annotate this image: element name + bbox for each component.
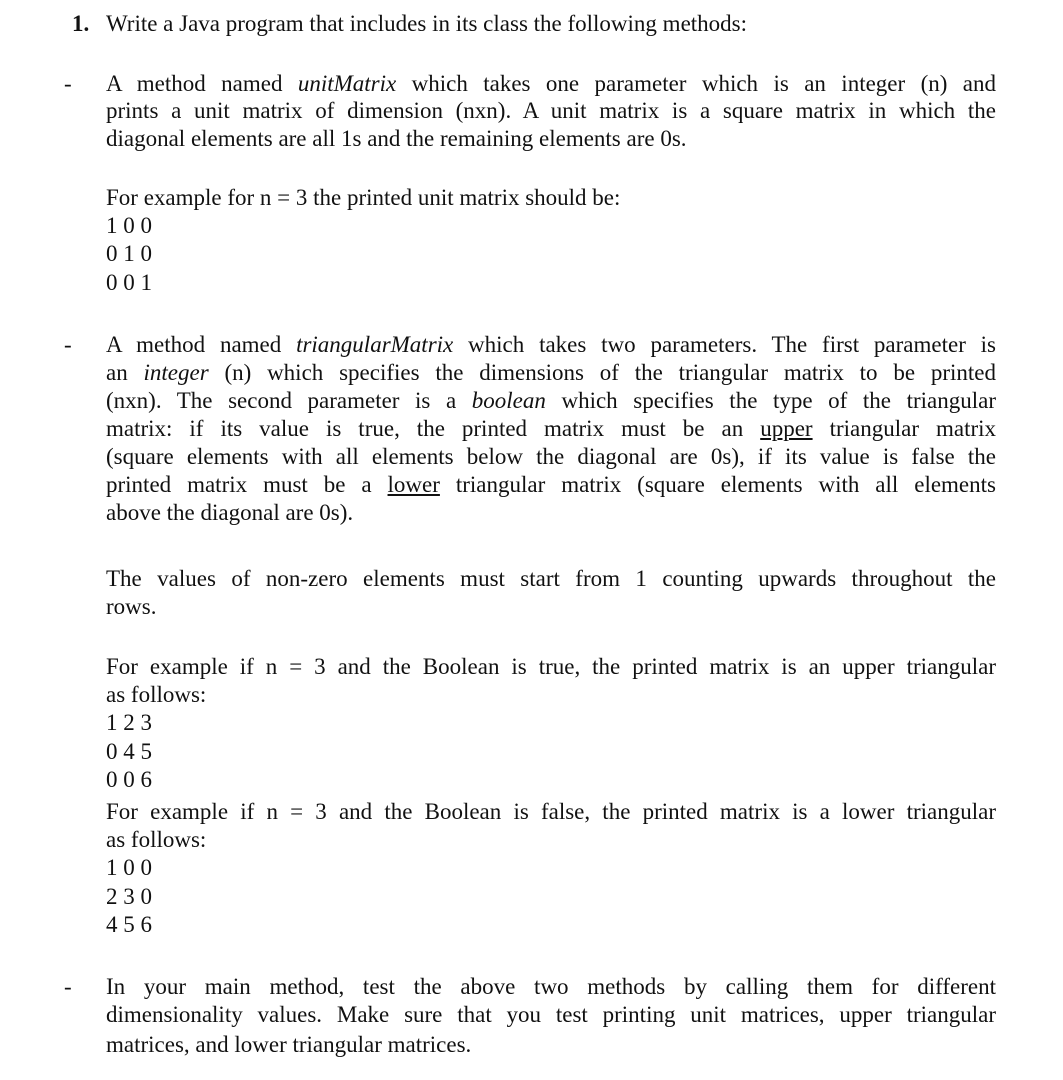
- question-text: Write a Java program that includes in its class the following methods:: [106, 11, 748, 36]
- main-method-line-2: dimensionality values. Make sure that you test printing unit matrices, upper triangular: [106, 1002, 996, 1027]
- lower-matrix-row: 4 5 6: [106, 912, 152, 937]
- tri-method-line-7: above the diagonal are 0s).: [106, 500, 354, 525]
- tri-method-line-3: (nxn). The second parameter is a boolean which specifies the type of the triangular: [106, 388, 996, 413]
- main-method-line-3: matrices, and lower triangular matrices.: [106, 1032, 472, 1057]
- tri-method-line-6: printed matrix must be a lower triangular matrix (square elements with all elements: [106, 472, 996, 497]
- lower-example-intro: For example if n = 3 and the Boolean is false, the printed matrix is a lower triangular: [106, 799, 996, 824]
- tri-method-line-4: matrix: if its value is true, the printed matrix must be an upper triangular matrix: [106, 416, 997, 441]
- values-line-1: The values of non-zero elements must start from 1 counting upwards throughout the: [106, 566, 996, 591]
- tri-method-line-2: an integer (n) which specifies the dimensions of the triangular matrix to be printed: [106, 360, 996, 385]
- upper-example-intro: For example if n = 3 and the Boolean is true, the printed matrix is an upper triangular: [106, 654, 996, 679]
- upper-matrix-row: 0 4 5: [106, 739, 152, 764]
- tri-method-name: triangularMatrix: [296, 332, 454, 357]
- unit-method-line-2: prints a unit matrix of dimension (nxn). A unit matrix is a square matrix in which the: [106, 98, 996, 123]
- upper-matrix-row: 1 2 3: [106, 710, 152, 735]
- main-method-line-1: In your main method, test the above two methods by calling them for different: [106, 974, 996, 999]
- lower-matrix-row: 2 3 0: [106, 884, 152, 909]
- unit-matrix-row: 0 1 0: [106, 241, 152, 266]
- question-number: 1.: [72, 11, 90, 36]
- values-line-2: rows.: [106, 594, 157, 619]
- bullet-dash: -: [64, 332, 72, 357]
- unit-method-line-3: diagonal elements are all 1s and the remaining elements are 0s.: [106, 126, 687, 151]
- tri-method-line-1: A method named triangularMatrix which takes two parameters. The first parameter is: [106, 332, 997, 357]
- lower-example-intro-2: as follows:: [106, 827, 207, 852]
- upper-example-intro-2: as follows:: [106, 682, 207, 707]
- tri-method-line-5: (square elements with all elements below the diagonal are 0s), if its value is false the: [106, 444, 996, 469]
- bullet-dash: -: [64, 974, 72, 999]
- unit-example-intro: For example for n = 3 the printed unit matrix should be:: [106, 185, 621, 210]
- bullet-dash: -: [64, 71, 72, 96]
- unit-matrix-row: 1 0 0: [106, 213, 152, 238]
- unit-matrix-row: 0 0 1: [106, 270, 152, 295]
- unit-method-line-1: A method named unitMatrix which takes one parameter which is an integer (n) and: [106, 71, 996, 96]
- unit-method-name: unitMatrix: [297, 71, 397, 96]
- upper-matrix-row: 0 0 6: [106, 767, 152, 792]
- lower-matrix-row: 1 0 0: [106, 855, 152, 880]
